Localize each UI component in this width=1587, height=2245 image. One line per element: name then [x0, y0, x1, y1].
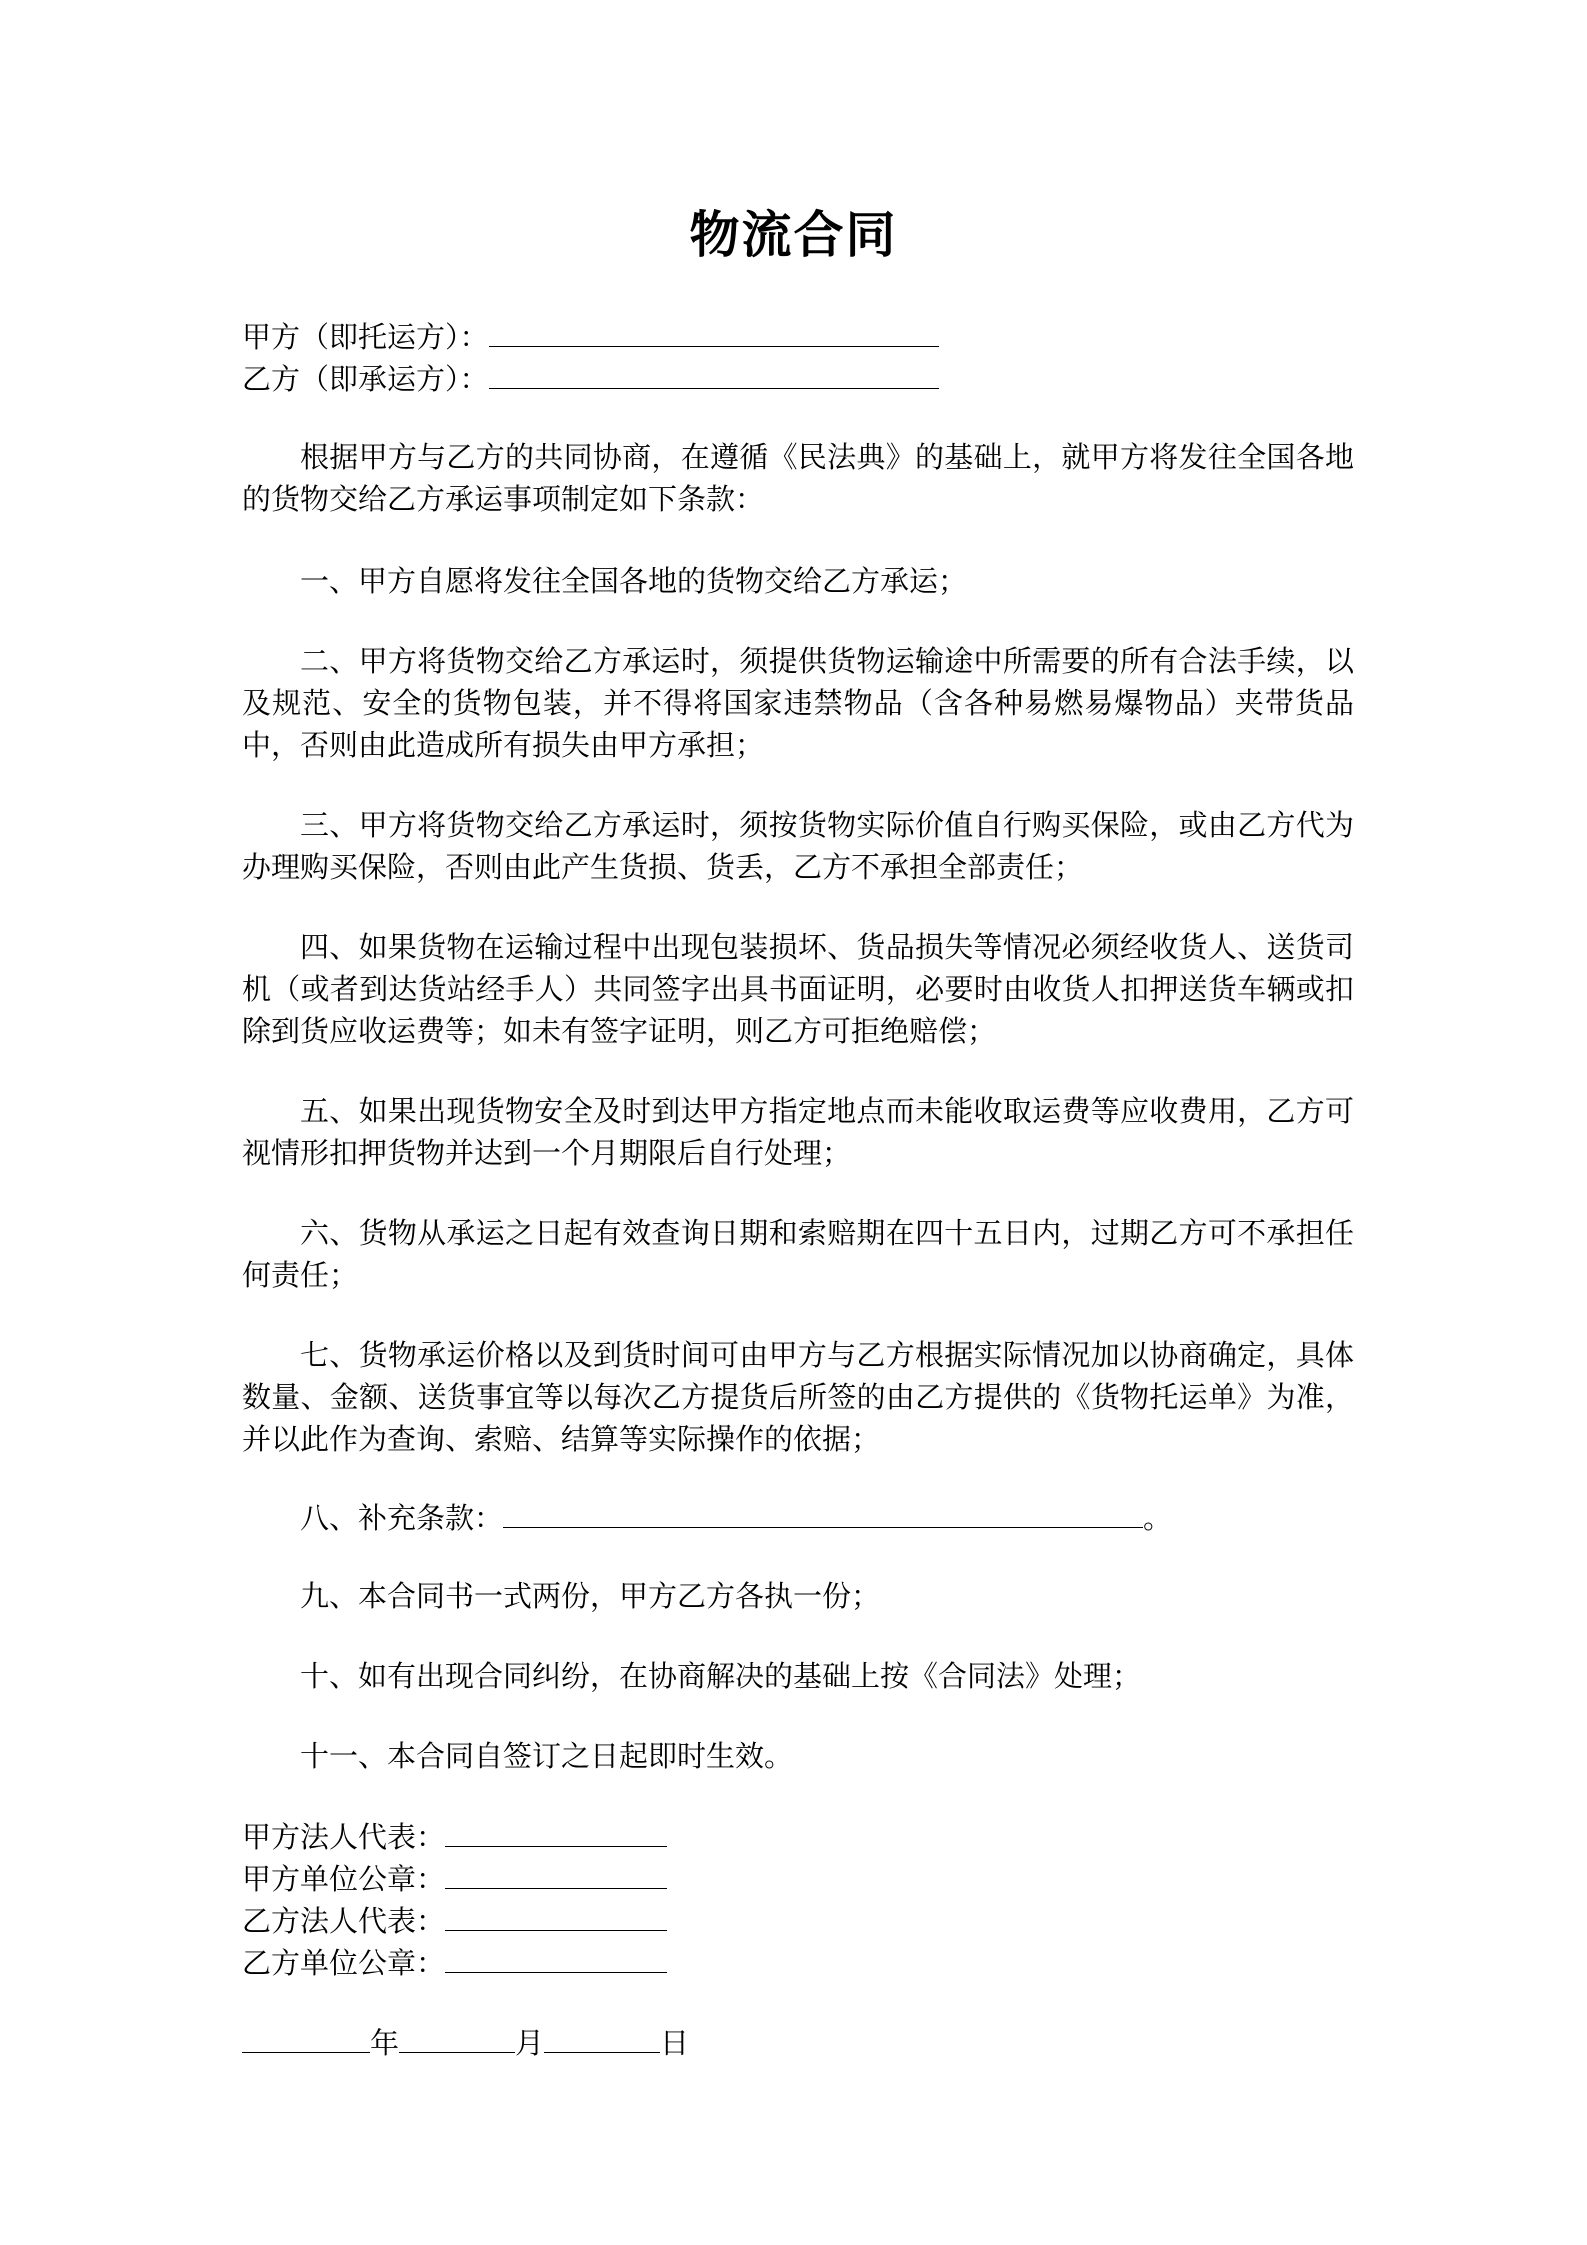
clause-3: 三、甲方将货物交给乙方承运时，须按货物实际价值自行购买保险，或由乙方代为办理购买保险，否则由此产生货损、货丢，乙方不承担全部责任；	[242, 808, 1354, 884]
date-block	[242, 2022, 1354, 2064]
clause-1: 一、甲方自愿将发往全国各地的货物交给乙方承运；	[300, 564, 968, 598]
party-b-representative-blank[interactable]	[445, 1900, 667, 1931]
parties-block	[242, 316, 1354, 400]
party-a-line	[242, 316, 1354, 358]
clause-9-block	[242, 1575, 1354, 1617]
party-b-blank[interactable]	[489, 358, 939, 389]
party-a-representative-blank[interactable]	[445, 1816, 667, 1847]
clause-4-block	[242, 926, 1354, 1052]
signature-line	[242, 1816, 1354, 1858]
year-label: 年	[370, 2026, 400, 2060]
day-label: 日	[660, 2026, 690, 2060]
signature-label: 甲方法人代表：	[242, 1820, 446, 1854]
party-b-line	[242, 358, 1354, 400]
date-line	[242, 2022, 1354, 2064]
signature-label: 甲方单位公章：	[242, 1862, 446, 1896]
party-a-blank[interactable]	[489, 316, 939, 347]
party-a-seal-blank[interactable]	[445, 1858, 667, 1889]
clause-11-block	[242, 1735, 1354, 1777]
day-blank[interactable]	[544, 2022, 660, 2053]
party-a-label: 甲方（即托运方）：	[242, 320, 489, 354]
party-b-label: 乙方（即承运方）：	[242, 362, 489, 396]
clause-10: 十、如有出现合同纠纷，在协商解决的基础上按《合同法》处理；	[300, 1659, 1142, 1693]
signature-label: 乙方法人代表：	[242, 1904, 446, 1938]
clause-5: 五、如果出现货物安全及时到达甲方指定地点而未能收取运费等应收费用，乙方可视情形扣押货物并达到一个月期限后自行处理；	[242, 1094, 1354, 1170]
supplementary-terms-blank[interactable]	[503, 1497, 1143, 1528]
preamble-block	[242, 436, 1354, 520]
signature-line	[242, 1900, 1354, 1942]
month-blank[interactable]	[399, 2022, 515, 2053]
clause-8-end: 。	[1143, 1501, 1173, 1535]
clause-8-block	[242, 1497, 1354, 1539]
year-blank[interactable]	[242, 2022, 370, 2053]
clause-10-block	[242, 1655, 1354, 1697]
clause-8-label: 八、补充条款：	[300, 1501, 504, 1535]
clause-4: 四、如果货物在运输过程中出现包装损坏、货品损失等情况必须经收货人、送货司机（或者到达货站经手人）共同签字出具书面证明，必要时由收货人扣押送货车辆或扣除到货应收运费等；如未有签字证明，则乙方可拒绝赔偿；	[242, 930, 1354, 1048]
clause-9: 九、本合同书一式两份，甲方乙方各执一份；	[300, 1579, 881, 1613]
clause-8-line	[242, 1497, 1354, 1539]
signature-line	[242, 1858, 1354, 1900]
clause-6: 六、货物从承运之日起有效查询日期和索赔期在四十五日内，过期乙方可不承担任何责任；	[242, 1216, 1354, 1292]
clause-7-block	[242, 1334, 1354, 1460]
clause-5-block	[242, 1090, 1354, 1174]
clause-7: 七、货物承运价格以及到货时间可由甲方与乙方根据实际情况加以协商确定，具体数量、金额、送货事宜等以每次乙方提货后所签的由乙方提供的《货物托运单》为准，并以此作为查询、索赔、结算等实际操作的依据；	[242, 1338, 1354, 1456]
document-title: 物流合同	[689, 205, 898, 264]
month-label: 月	[515, 2026, 545, 2060]
signatures-block	[242, 1816, 1354, 1984]
clause-3-block	[242, 804, 1354, 888]
party-b-seal-blank[interactable]	[445, 1942, 667, 1973]
signature-line	[242, 1942, 1354, 1984]
clause-6-block	[242, 1212, 1354, 1296]
signature-label: 乙方单位公章：	[242, 1946, 446, 1980]
clause-2-block	[242, 640, 1354, 766]
clause-1-block	[242, 560, 1354, 602]
preamble-paragraph: 根据甲方与乙方的共同协商，在遵循《民法典》的基础上，就甲方将发往全国各地的货物交给乙方承运事项制定如下条款：	[242, 440, 1354, 516]
clause-11: 十一、本合同自签订之日起即时生效。	[300, 1739, 794, 1773]
clause-2: 二、甲方将货物交给乙方承运时，须提供货物运输途中所需要的所有合法手续，以及规范、安全的货物包装，并不得将国家违禁物品（含各种易燃易爆物品）夹带货品中，否则由此造成所有损失由甲方承担；	[242, 644, 1354, 762]
